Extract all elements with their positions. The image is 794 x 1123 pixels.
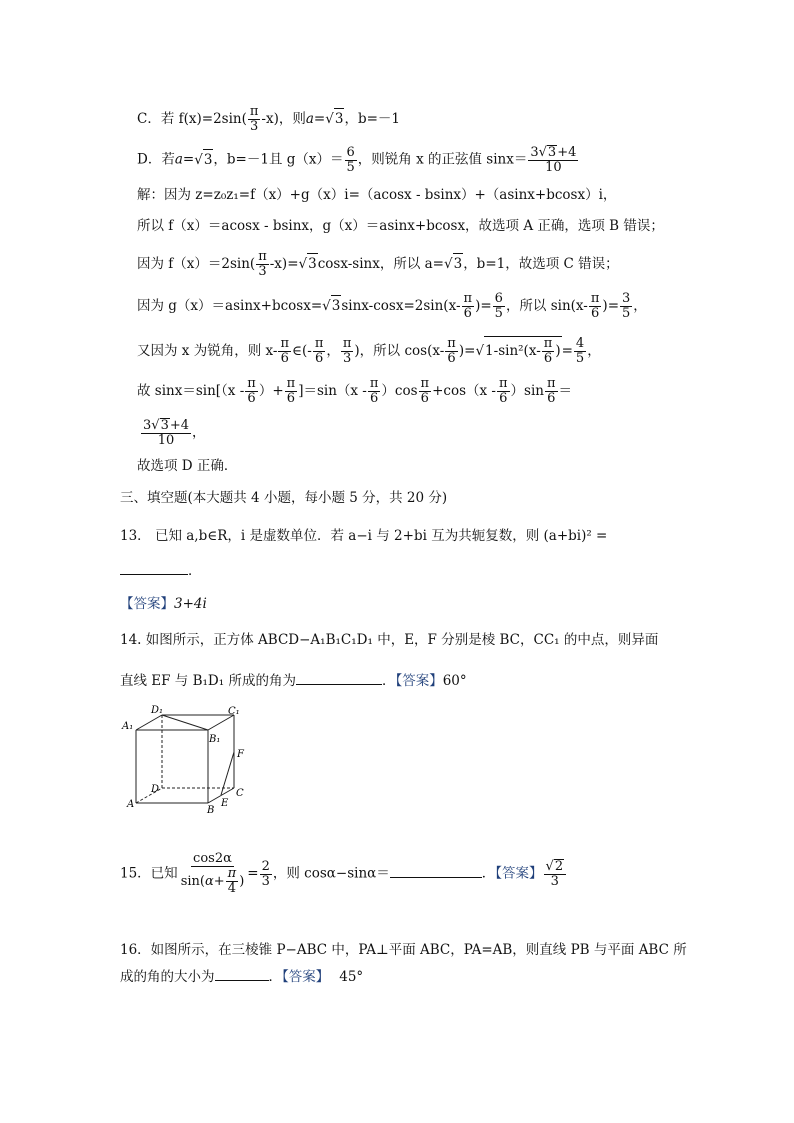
frac-num: 2 xyxy=(261,858,270,874)
solution-line-7 xyxy=(140,418,206,448)
seg: = xyxy=(561,343,573,359)
fraction xyxy=(462,292,475,321)
solution-line-8: 故选项 D 正确． xyxy=(137,458,238,474)
option-d-mid: ，b=－1且 g（x）＝ xyxy=(213,151,344,168)
num-part: 3 xyxy=(530,145,539,160)
frac-num: 6 xyxy=(346,144,355,160)
frac-den: 10 xyxy=(545,160,562,175)
question-16-line-2 xyxy=(120,966,363,987)
seg: ）cos xyxy=(381,383,418,399)
seg: ∈(- xyxy=(291,343,312,359)
sqrt-content xyxy=(484,336,562,366)
seg: 15．已知 xyxy=(120,865,178,882)
answer-value: 45° xyxy=(339,969,364,985)
seg: 直线 EF 与 B₁D₁ 所成的角为 xyxy=(120,673,296,689)
fraction xyxy=(419,377,432,406)
question-14-line-2 xyxy=(120,670,467,691)
seg: 故 sinx＝sin[（x - xyxy=(137,383,245,399)
seg: )= xyxy=(602,298,620,314)
seg: +4 xyxy=(169,418,190,433)
edge-d1b1 xyxy=(162,715,208,730)
seg: )，所以 cos(x- xyxy=(354,343,445,359)
answer-blank xyxy=(120,560,188,575)
frac-num: √2 xyxy=(544,859,567,875)
option-d-mid2: ，则锐角 x 的正弦值 sinx＝ xyxy=(357,151,528,168)
frac-den: 5 xyxy=(346,159,355,175)
sqrt-content: 3 xyxy=(334,108,345,129)
label-a: A xyxy=(127,799,135,810)
fraction xyxy=(179,852,247,896)
seg: ＝ xyxy=(558,383,573,399)
solution-line-2: 所以 f（x）＝acosx - bsinx，g（x）＝asinx+bcosx，故选项 A 正确，选项 B 错误； xyxy=(137,218,664,234)
sqrt-content: 3 xyxy=(331,295,342,316)
fraction xyxy=(313,337,326,366)
fraction xyxy=(226,867,239,896)
seg: ，所以 sin(x- xyxy=(505,298,588,314)
question-15 xyxy=(120,852,567,896)
answer-label: 【答案】 xyxy=(282,969,330,985)
frac-num: π xyxy=(420,376,430,391)
seg: ，则 cosα−sinα＝ xyxy=(272,865,390,882)
seg: 成的角的大小为 xyxy=(120,969,215,985)
sqrt-content: 2 xyxy=(554,859,564,874)
fraction xyxy=(260,860,272,889)
frac-num: π xyxy=(547,376,556,391)
frac-den: 10 xyxy=(157,433,175,448)
frac-num: π xyxy=(247,376,256,391)
frac-num: π xyxy=(314,336,324,351)
q13-blank-line xyxy=(120,560,202,581)
frac-den: 4 xyxy=(227,881,237,896)
label-d: D xyxy=(151,784,160,795)
frac-num: 3√3+4 xyxy=(143,418,190,433)
label-d1: D₁ xyxy=(151,705,164,716)
question-13: 13． 已知 a,b∈R，i 是虚数单位．若 a−i 与 2+bi 互为共轭复数，则 (a+bi)² = xyxy=(120,528,608,544)
fraction xyxy=(248,105,261,134)
edge-b1c1 xyxy=(208,715,234,730)
frac-den: 6 xyxy=(286,391,296,406)
frac-den: 6 xyxy=(447,351,456,366)
fraction xyxy=(445,337,458,366)
seg: ， xyxy=(326,343,340,359)
sqrt-content: 3 xyxy=(160,418,169,433)
frac-num: π xyxy=(286,376,296,391)
q13-answer xyxy=(120,594,207,614)
solution-line-4: 因为 g（x）＝asinx+bcosx=√3sinx-cosx=2sin(x- $\frac{\pi}{6}$ )= $\frac{6}{5}$ ，所以 sin(x- $\frac{\pi}{6}$ )= $\frac{3}{5}$ ， xyxy=(137,291,647,321)
seg: ． xyxy=(188,563,202,579)
fraction xyxy=(368,377,381,406)
frac-den: 6 xyxy=(280,351,289,366)
seg: ． xyxy=(381,673,396,689)
fraction xyxy=(341,337,354,366)
frac-num: π xyxy=(543,336,553,351)
fraction xyxy=(620,292,632,321)
seg: = xyxy=(247,865,259,882)
answer-label: 【答案】 xyxy=(120,596,174,612)
answer-label: 【答案】 xyxy=(395,673,443,689)
label-c: C xyxy=(236,788,244,799)
solution-line-3: 因为 f（x）＝2sin( $\frac{\pi}{3}$ -x)=√3cosx-sinx，所以 a=√3，b=1，故选项 C 错误； xyxy=(137,249,619,279)
sqrt-content: 3 xyxy=(203,149,214,170)
question-16-line-1: 16．如图所示，在三棱锥 P−ABC 中，PA⊥平面 ABC，PA=AB，则直线 PB 与平面 ABC 所 xyxy=(120,942,687,958)
fraction xyxy=(278,337,291,366)
seg: ）+ xyxy=(258,383,284,399)
frac-den: 3 xyxy=(550,874,559,889)
num-part: +4 xyxy=(557,145,577,160)
seg: ]＝sin（x - xyxy=(298,383,367,399)
section-header: 三、填空题(本大题共 4 小题，每小题 5 分，共 20 分) xyxy=(120,490,448,506)
frac-num: 3 xyxy=(622,291,631,306)
answer-blank xyxy=(390,863,482,878)
a-eq: a= xyxy=(174,151,195,168)
fraction xyxy=(345,146,357,175)
b-eq: ，b=－1 xyxy=(344,111,400,127)
frac-den: 3 xyxy=(342,351,352,366)
option-d xyxy=(137,145,579,175)
frac-num: π xyxy=(258,249,267,264)
seg: 因为 f（x）＝2sin( xyxy=(137,256,256,272)
answer-label: 【答案】 xyxy=(495,865,543,882)
option-c-head: C．若 f(x)=2sin( xyxy=(137,111,247,127)
frac-num: π xyxy=(590,291,600,306)
frac-num: 4 xyxy=(575,336,585,351)
frac-den: 6 xyxy=(591,306,600,321)
frac-num: π xyxy=(249,104,259,119)
seg: sin xyxy=(180,874,200,889)
answer-value: 3+4i xyxy=(174,596,207,612)
frac-num: π xyxy=(447,336,456,351)
question-14-line-1: 14. 如图所示，正方体 ABCD−A₁B₁C₁D₁ 中，E，F 分别是棱 BC，CC₁ 的中点，则异面 xyxy=(120,632,659,648)
seg: 又因为 x 为锐角，则 x- xyxy=(137,343,278,359)
frac-num: π xyxy=(342,336,352,351)
frac-den: 6 xyxy=(547,391,556,406)
frac-den: 6 xyxy=(543,351,553,366)
seg: α+ xyxy=(204,874,225,889)
label-a1: A₁ xyxy=(122,721,134,732)
frac-den: 6 xyxy=(420,391,429,406)
fraction xyxy=(542,337,555,366)
sqrt-content: 3 xyxy=(547,145,557,160)
seg: ， xyxy=(192,424,206,441)
frac-den: 6 xyxy=(247,391,256,406)
seg: )= xyxy=(475,298,492,314)
fraction xyxy=(497,377,510,406)
label-f: F xyxy=(237,749,244,760)
seg: ， xyxy=(587,343,601,359)
solution-line-1: 解：因为 z=z₀z₁=f（x）+g（x）i=（acosx - bsinx）+（asinx+bcosx）i， xyxy=(137,187,617,203)
seg: ) xyxy=(555,343,561,359)
frac-num: cos2α xyxy=(193,851,232,866)
fraction xyxy=(141,418,191,448)
seg: +cos（x - xyxy=(432,383,496,399)
solution-line-6 xyxy=(137,377,572,406)
seg: cosx-sinx，所以 a= xyxy=(317,256,444,272)
fraction xyxy=(545,377,558,406)
frac-den: 5 xyxy=(622,306,631,321)
frac-num: 3√3+4 xyxy=(530,145,577,160)
fraction xyxy=(574,337,586,366)
seg: ． xyxy=(268,969,282,985)
frac-den: sin(α+ $\frac{\pi}{4}$ ) xyxy=(180,866,245,896)
frac-num: π xyxy=(463,291,473,306)
seg: 因为 g（x）＝asinx+bcosx= xyxy=(137,298,323,314)
cube-figure xyxy=(120,705,250,813)
frac-num: 6 xyxy=(494,291,503,306)
answer-fraction xyxy=(544,859,567,889)
frac-den: 3 xyxy=(261,873,270,889)
sqrt-sign: √ xyxy=(325,111,334,127)
label-e: E xyxy=(221,798,229,809)
frac-den: 5 xyxy=(494,306,503,321)
seg: ）sin xyxy=(510,383,544,399)
a-eq: a= xyxy=(305,111,326,127)
frac-den: 3 xyxy=(258,264,267,279)
frac-den: 5 xyxy=(575,351,585,366)
frac-num: π xyxy=(369,376,379,391)
fraction xyxy=(528,145,578,175)
seg: 1-sin²(x- xyxy=(485,343,541,359)
seg: ， xyxy=(633,298,647,314)
seg: )= xyxy=(458,343,476,359)
seg: ，b=1，故选项 C 错误； xyxy=(463,256,619,272)
frac-den: 6 xyxy=(314,351,324,366)
frac-den: 6 xyxy=(463,306,472,321)
fraction xyxy=(493,292,505,321)
option-d-head: D．若 xyxy=(137,151,175,168)
solution-line-5: 又因为 x 为锐角，则 x- $\frac{\pi}{6}$ ∈(- $\frac{\pi}{6}$ ， $\frac{\pi}{3}$ )，所以 cos(x- $\frac{\pi}{6}$ )=√1-sin²(x- $\frac{\pi}{6}$ )= $\frac{4}{5}$ ， xyxy=(137,336,601,366)
frac-den: 6 xyxy=(499,391,508,406)
label-c1: C₁ xyxy=(228,706,240,717)
answer-blank xyxy=(296,670,382,685)
answer-value: 60° xyxy=(442,673,467,689)
frac-num: π xyxy=(280,336,289,351)
option-c-tail: -x)，则 xyxy=(261,111,306,127)
sqrt-content: 3 xyxy=(307,253,318,274)
edge-a1d1 xyxy=(136,715,162,730)
fraction xyxy=(245,377,258,406)
fraction xyxy=(285,377,298,406)
sqrt-content: 3 xyxy=(453,253,464,274)
seg: -x)= xyxy=(269,256,299,272)
answer-blank xyxy=(215,966,269,981)
label-b1: B₁ xyxy=(209,734,221,745)
sqrt-sign: √ xyxy=(194,151,203,168)
frac-num: π xyxy=(227,866,237,881)
seg: 3 xyxy=(143,418,152,433)
fraction xyxy=(589,292,602,321)
frac-den: 6 xyxy=(370,391,379,406)
frac-den: 3 xyxy=(250,119,259,134)
fraction xyxy=(256,250,269,279)
frac-num: π xyxy=(499,376,508,391)
label-b: B xyxy=(207,805,215,813)
seg: sinx-cosx=2sin(x- xyxy=(341,298,461,314)
seg: ． xyxy=(481,865,496,882)
option-c xyxy=(137,105,400,134)
